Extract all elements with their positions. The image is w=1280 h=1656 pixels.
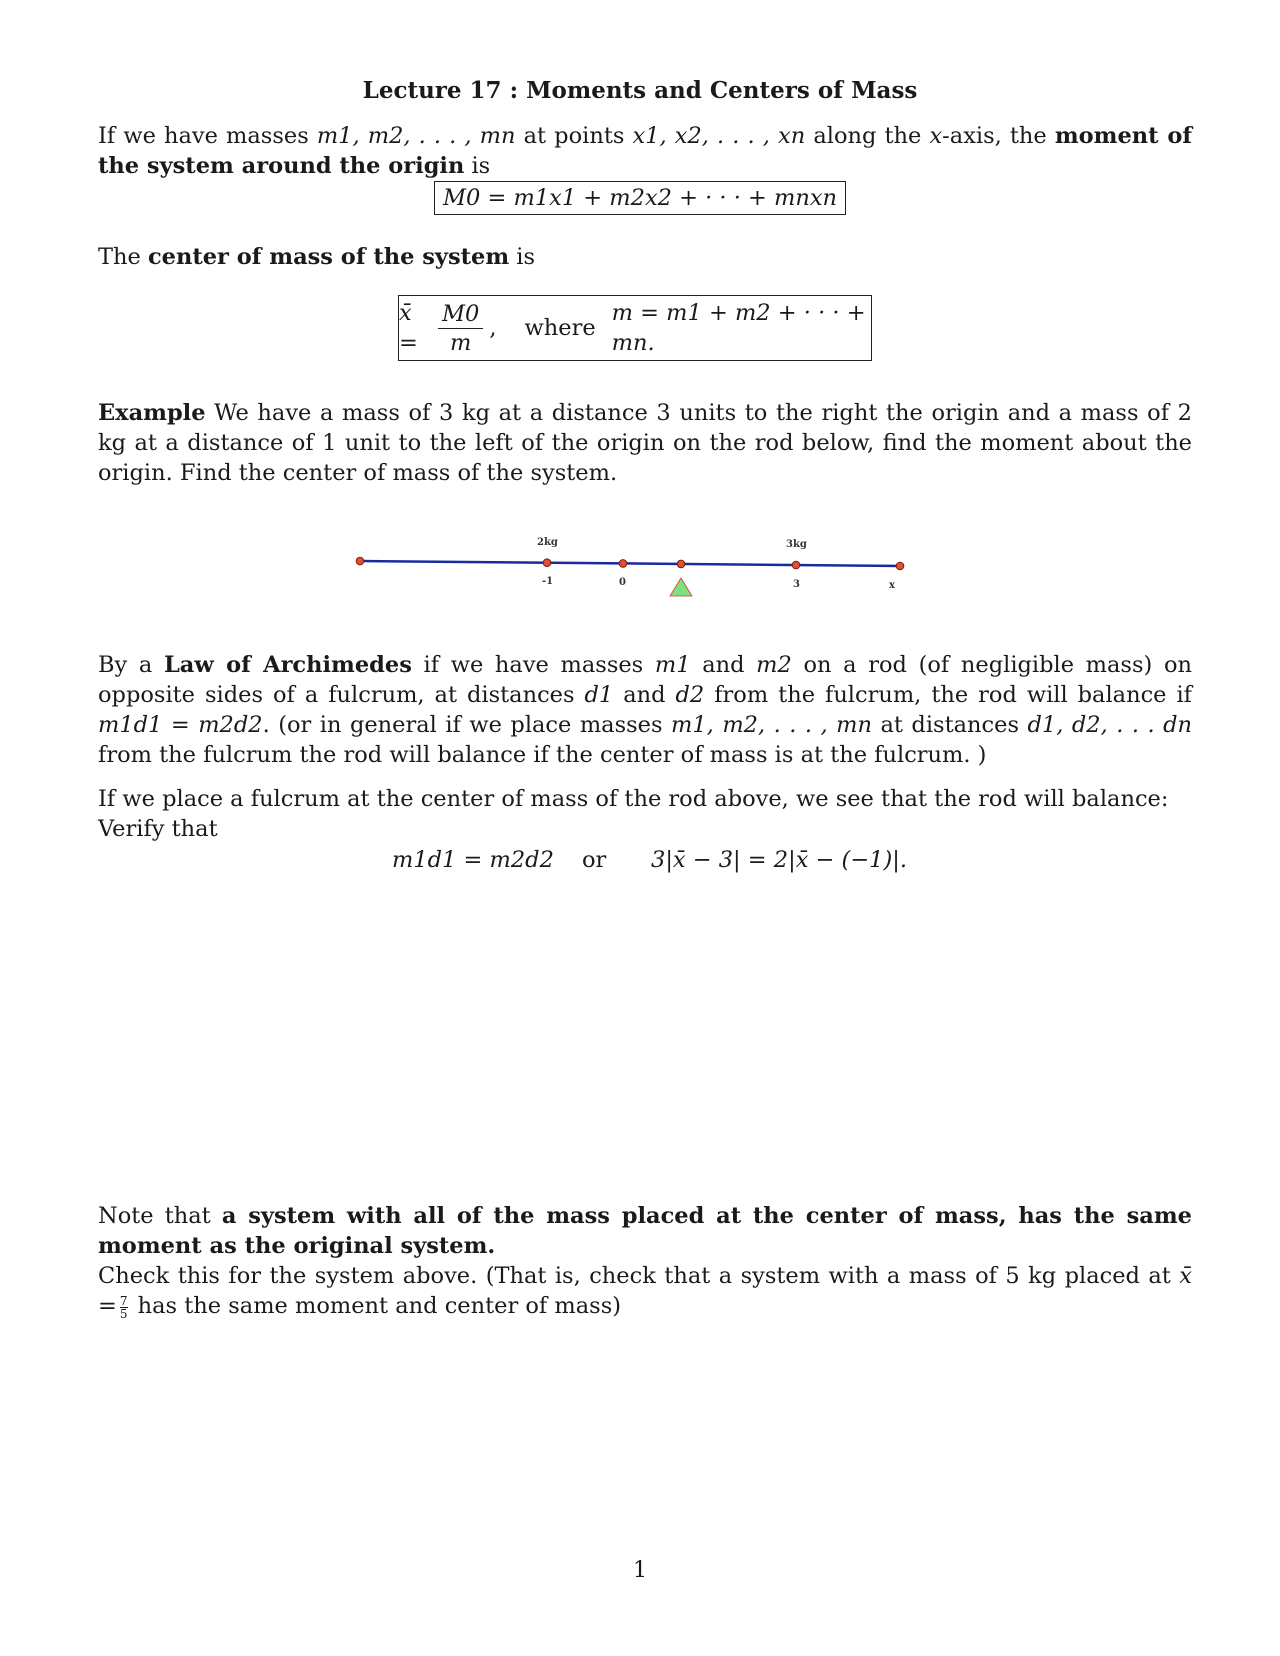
note-text: Check this for the system above. (That is, check that a system with a mass of 5 kg placed at	[98, 1263, 1180, 1289]
example-paragraph	[98, 398, 1192, 488]
distances-list: d1, d2, . . . dn	[1027, 712, 1193, 738]
verify-or: or	[582, 847, 607, 873]
com-fraction	[438, 300, 483, 357]
verify-left-equation: m1d1 = m2d2	[392, 847, 554, 873]
com-intro-paragraph	[98, 242, 1192, 272]
var-m2: m2	[756, 652, 792, 678]
tick-label-3: 3	[793, 579, 800, 590]
archimedes-text: and	[690, 652, 757, 678]
com-comma: ,	[489, 315, 497, 341]
verify-equation-right	[651, 845, 907, 875]
verify-equation-or	[582, 845, 606, 875]
archimedes-text: at distances	[872, 712, 1028, 738]
fraction-numerator: 7	[119, 1293, 128, 1308]
balance-equation: m1d1 = m2d2	[98, 712, 263, 738]
intro-text: along the	[805, 123, 930, 149]
var-d1: d1	[584, 682, 614, 708]
masses-list: m1, m2, . . . , mn	[671, 712, 872, 738]
masses-list: m1, m2, . . . , mn	[316, 123, 516, 149]
page-title: Lecture 17 : Moments and Centers of Mass	[362, 77, 918, 104]
xbar-symbol: x̄ =	[98, 1263, 1192, 1319]
archimedes-text: if we have masses	[411, 652, 655, 678]
com-where: where	[524, 315, 596, 341]
moment-formula-row	[0, 181, 1280, 215]
intro-text: at points	[515, 123, 633, 149]
archimedes-text: and	[613, 682, 676, 708]
fulcrum-text-line2: Verify that	[98, 816, 218, 842]
mass-label-2kg: 2kg	[537, 537, 558, 548]
com-total-mass: m = m1 + m2 + · · · + mn.	[611, 300, 866, 356]
var-m1: m1	[654, 652, 691, 678]
points-list: x1, x2, . . . , xn	[632, 123, 806, 149]
com-lhs: x̄ =	[399, 300, 418, 356]
intro-text: -axis, the	[942, 123, 1055, 149]
intro-text: If we have masses	[98, 123, 317, 149]
rod-endpoint-right	[896, 562, 904, 570]
fulcrum-paragraph	[98, 784, 1192, 844]
com-definition-term: center of mass of the system	[147, 244, 510, 270]
example-text: We have a mass of 3 kg at a distance 3 units to the right the origin and a mass of 2 kg at a distance of 1 unit to the left of the origin on the rod below, find the moment about the origin. Find the center of mass of the system.	[98, 400, 1192, 486]
fulcrum-triangle	[670, 578, 692, 596]
rod-endpoint-left	[356, 557, 364, 565]
note-bold-statement: a system with all of the mass placed at the center of mass, has the same moment as the original system.	[98, 1203, 1192, 1259]
moment-definition-term: moment of the system around the origin	[98, 123, 1193, 179]
archimedes-law-term: Law of Archimedes	[163, 652, 412, 678]
rod-diagram	[340, 520, 910, 600]
note-text: Note that	[98, 1203, 222, 1229]
archimedes-text: on a rod (of negligible mass) on opposite sides of a fulcrum, at distances	[98, 652, 1192, 708]
mass-point-2kg	[543, 559, 551, 567]
rod-line	[360, 561, 900, 566]
note-paragraph	[98, 1201, 1192, 1321]
com-denominator: m	[450, 329, 472, 356]
intro-text: is	[464, 153, 491, 179]
center-of-mass-point	[677, 560, 685, 568]
var-d2: d2	[675, 682, 705, 708]
moment-formula: M0 = m1x1 + m2x2 + · · · + mnxn	[442, 185, 838, 211]
tick-label-neg1: -1	[542, 576, 554, 587]
note-text: has the same moment and center of mass)	[130, 1293, 622, 1319]
example-label: Example	[98, 400, 206, 426]
origin-point	[619, 560, 627, 568]
archimedes-text: By a	[98, 652, 164, 678]
archimedes-text: from the fulcrum, the rod will balance if	[704, 682, 1192, 708]
tick-label-x: x	[889, 580, 895, 591]
verify-right-equation: 3|x̄ − 3| = 2|x̄ − (−1)|.	[651, 847, 907, 873]
archimedes-text: from the fulcrum the rod will balance if the center of mass is at the fulcrum. )	[98, 742, 987, 768]
fulcrum-text-line1: If we place a fulcrum at the center of mass of the rod above, we see that the rod will balance:	[98, 786, 1169, 812]
archimedes-paragraph	[98, 650, 1192, 770]
verify-equation-left	[392, 845, 554, 875]
moment-formula-box	[434, 181, 846, 215]
com-intro-text: The	[98, 244, 148, 270]
archimedes-text: . (or in general if we place masses	[262, 712, 672, 738]
mass-point-3kg	[792, 561, 800, 569]
intro-paragraph	[98, 121, 1192, 181]
com-formula-box	[398, 295, 872, 361]
com-intro-text: is	[509, 244, 536, 270]
tick-label-0: 0	[619, 577, 626, 588]
axis-variable: x	[929, 123, 943, 149]
com-numerator: M0	[438, 300, 483, 329]
page-number: 1	[632, 1557, 648, 1583]
seven-fifths-fraction	[120, 1295, 128, 1320]
fraction-denominator: 5	[119, 1306, 128, 1321]
mass-label-3kg: 3kg	[786, 539, 807, 550]
